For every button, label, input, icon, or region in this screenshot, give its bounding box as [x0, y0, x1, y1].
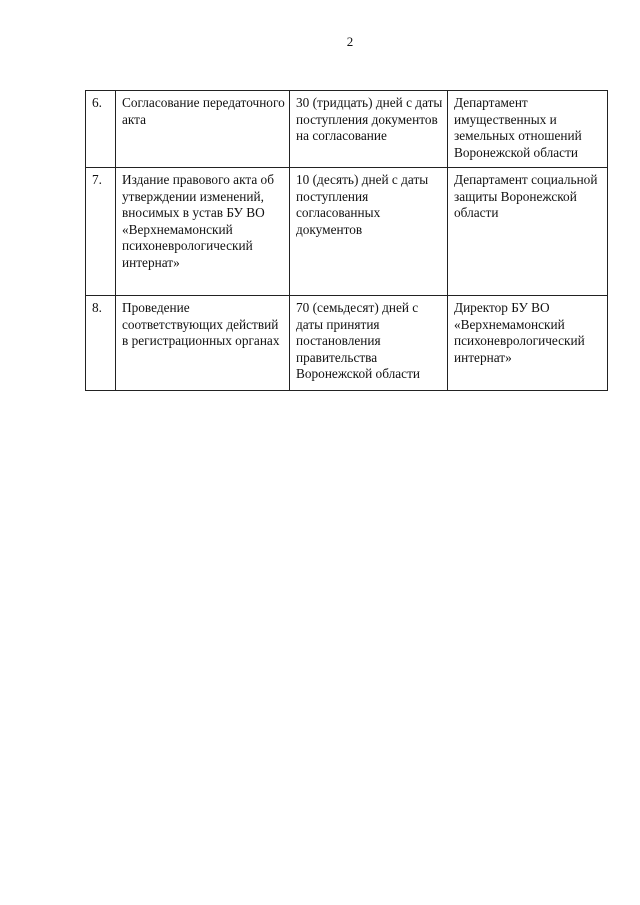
table-row — [86, 168, 608, 296]
action-cell: Согласование передаточного акта — [116, 91, 290, 168]
row-number: 7. — [86, 168, 116, 296]
action-cell: Проведение соответствующих действий в регистрационных органах — [116, 296, 290, 391]
table-row — [86, 91, 608, 168]
row-number: 6. — [86, 91, 116, 168]
responsible-cell: Департамент социальной защиты Воронежской области — [448, 168, 608, 296]
action-cell: Издание правового акта об утверждении изменений, вносимых в устав БУ ВО «Верхнемамонский психоневрологический интернат» — [116, 168, 290, 296]
term-cell: 10 (десять) дней с даты поступления согласованных документов — [290, 168, 448, 296]
table-row — [86, 296, 608, 391]
term-cell: 70 (семьдесят) дней с даты принятия постановления правительства Воронежской области — [290, 296, 448, 391]
responsible-cell: Директор БУ ВО «Верхнемамонский психоневрологический интернат» — [448, 296, 608, 391]
page-number: 2 — [346, 34, 354, 49]
row-number: 8. — [86, 296, 116, 391]
responsible-cell: Департамент имущественных и земельных отношений Воронежской области — [448, 91, 608, 168]
plan-table — [85, 90, 608, 391]
term-cell: 30 (тридцать) дней с даты поступления документов на согласование — [290, 91, 448, 168]
